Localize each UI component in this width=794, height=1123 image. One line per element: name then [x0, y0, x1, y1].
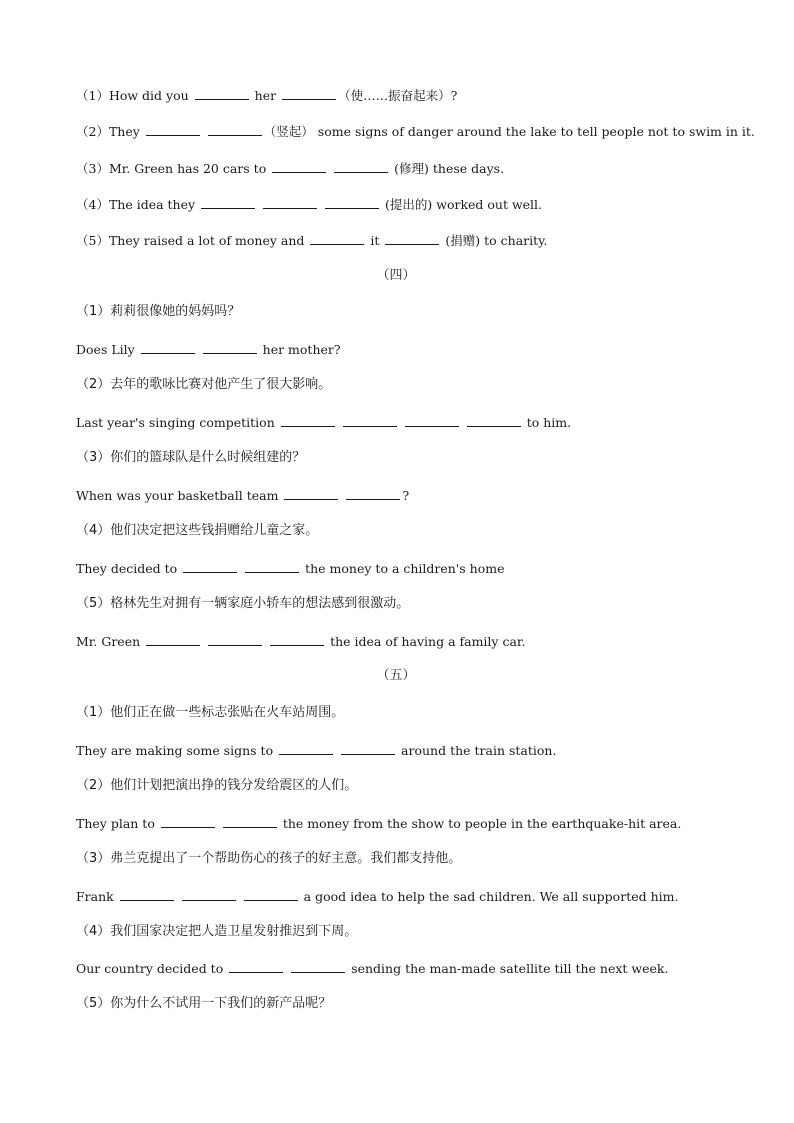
- answer-blank[interactable]: [183, 560, 237, 573]
- s4-q2-answer: Last year's singing competition to him.: [76, 415, 572, 430]
- answer-blank[interactable]: [229, 960, 283, 973]
- s5-q3-prompt: （3）弗兰克提出了一个帮助伤心的孩子的好主意。我们都支持他。: [76, 851, 462, 866]
- s4-q5-prompt: （5）格林先生对拥有一辆家庭小轿车的想法感到很激动。: [76, 596, 410, 611]
- answer-blank[interactable]: [244, 888, 298, 901]
- answer-blank[interactable]: [405, 414, 459, 427]
- section-heading-4: （四）: [376, 268, 416, 283]
- s5-q4-prompt: （4）我们国家决定把人造卫星发射推迟到下周。: [76, 924, 358, 939]
- s5-q5-prompt: （5）你为什么不试用一下我们的新产品呢？: [76, 996, 332, 1011]
- answer-blank[interactable]: [201, 196, 255, 209]
- answer-blank[interactable]: [310, 232, 364, 245]
- answer-blank[interactable]: [141, 341, 195, 354]
- question-number: （2）: [76, 124, 109, 139]
- s3-q4: （4）The idea they (提出的) worked out well.: [76, 197, 543, 212]
- answer-blank[interactable]: [208, 123, 262, 136]
- s4-q3-prompt: （3）你们的篮球队是什么时候组建的？: [76, 450, 306, 465]
- s4-q4-prompt: （4）他们决定把这些钱捐赠给儿童之家。: [76, 523, 319, 538]
- s4-q4-answer: They decided to the money to a children's home: [76, 561, 505, 576]
- answer-blank[interactable]: [263, 196, 317, 209]
- answer-blank[interactable]: [385, 232, 439, 245]
- answer-blank[interactable]: [346, 487, 400, 500]
- answer-blank[interactable]: [279, 742, 333, 755]
- answer-blank[interactable]: [343, 414, 397, 427]
- s3-q3: （3）Mr. Green has 20 cars to (修理) these days.: [76, 161, 505, 176]
- answer-blank[interactable]: [208, 633, 262, 646]
- s3-q1: （1）How did you her （使……振奋起来）?: [76, 88, 458, 103]
- s4-q1-prompt: （1）莉莉很像她的妈妈吗？: [76, 304, 241, 319]
- s3-q2: （2）They （竖起） some signs of danger around the lake to tell people not to swim in it.: [76, 124, 755, 139]
- s4-q2-prompt: （2）去年的歌咏比赛对他产生了很大影响。: [76, 377, 332, 392]
- section-heading-5: （五）: [376, 668, 416, 683]
- answer-blank[interactable]: [182, 888, 236, 901]
- s4-q1-answer: Does Lily her mother?: [76, 342, 341, 357]
- answer-blank[interactable]: [291, 960, 345, 973]
- answer-blank[interactable]: [203, 341, 257, 354]
- answer-blank[interactable]: [146, 633, 200, 646]
- answer-blank[interactable]: [195, 87, 249, 100]
- question-number: （3）: [76, 161, 109, 176]
- answer-blank[interactable]: [334, 160, 388, 173]
- answer-blank[interactable]: [245, 560, 299, 573]
- answer-blank[interactable]: [120, 888, 174, 901]
- question-number: （5）: [76, 233, 109, 248]
- answer-blank[interactable]: [282, 87, 336, 100]
- s5-q4-answer: Our country decided to sending the man-made satellite till the next week.: [76, 961, 669, 976]
- s5-q3-answer: Frank a good idea to help the sad children. We all supported him.: [76, 889, 679, 904]
- s5-q2-prompt: （2）他们计划把演出挣的钱分发给震区的人们。: [76, 778, 358, 793]
- answer-blank[interactable]: [146, 123, 200, 136]
- answer-blank[interactable]: [281, 414, 335, 427]
- s5-q1-answer: They are making some signs to around the train station.: [76, 743, 557, 758]
- s4-q5-answer: Mr. Green the idea of having a family car.: [76, 634, 526, 649]
- answer-blank[interactable]: [272, 160, 326, 173]
- answer-blank[interactable]: [284, 487, 338, 500]
- s4-q3-answer: When was your basketball team ?: [76, 488, 410, 503]
- answer-blank[interactable]: [161, 815, 215, 828]
- answer-blank[interactable]: [270, 633, 324, 646]
- s5-q2-answer: They plan to the money from the show to people in the earthquake-hit area.: [76, 816, 682, 831]
- answer-blank[interactable]: [223, 815, 277, 828]
- answer-blank[interactable]: [341, 742, 395, 755]
- question-number: （1）: [76, 88, 109, 103]
- answer-blank[interactable]: [467, 414, 521, 427]
- s3-q5: （5）They raised a lot of money and it (捐赠) to charity.: [76, 233, 548, 248]
- question-number: （4）: [76, 197, 109, 212]
- answer-blank[interactable]: [325, 196, 379, 209]
- s5-q1-prompt: （1）他们正在做一些标志张贴在火车站周围。: [76, 705, 345, 720]
